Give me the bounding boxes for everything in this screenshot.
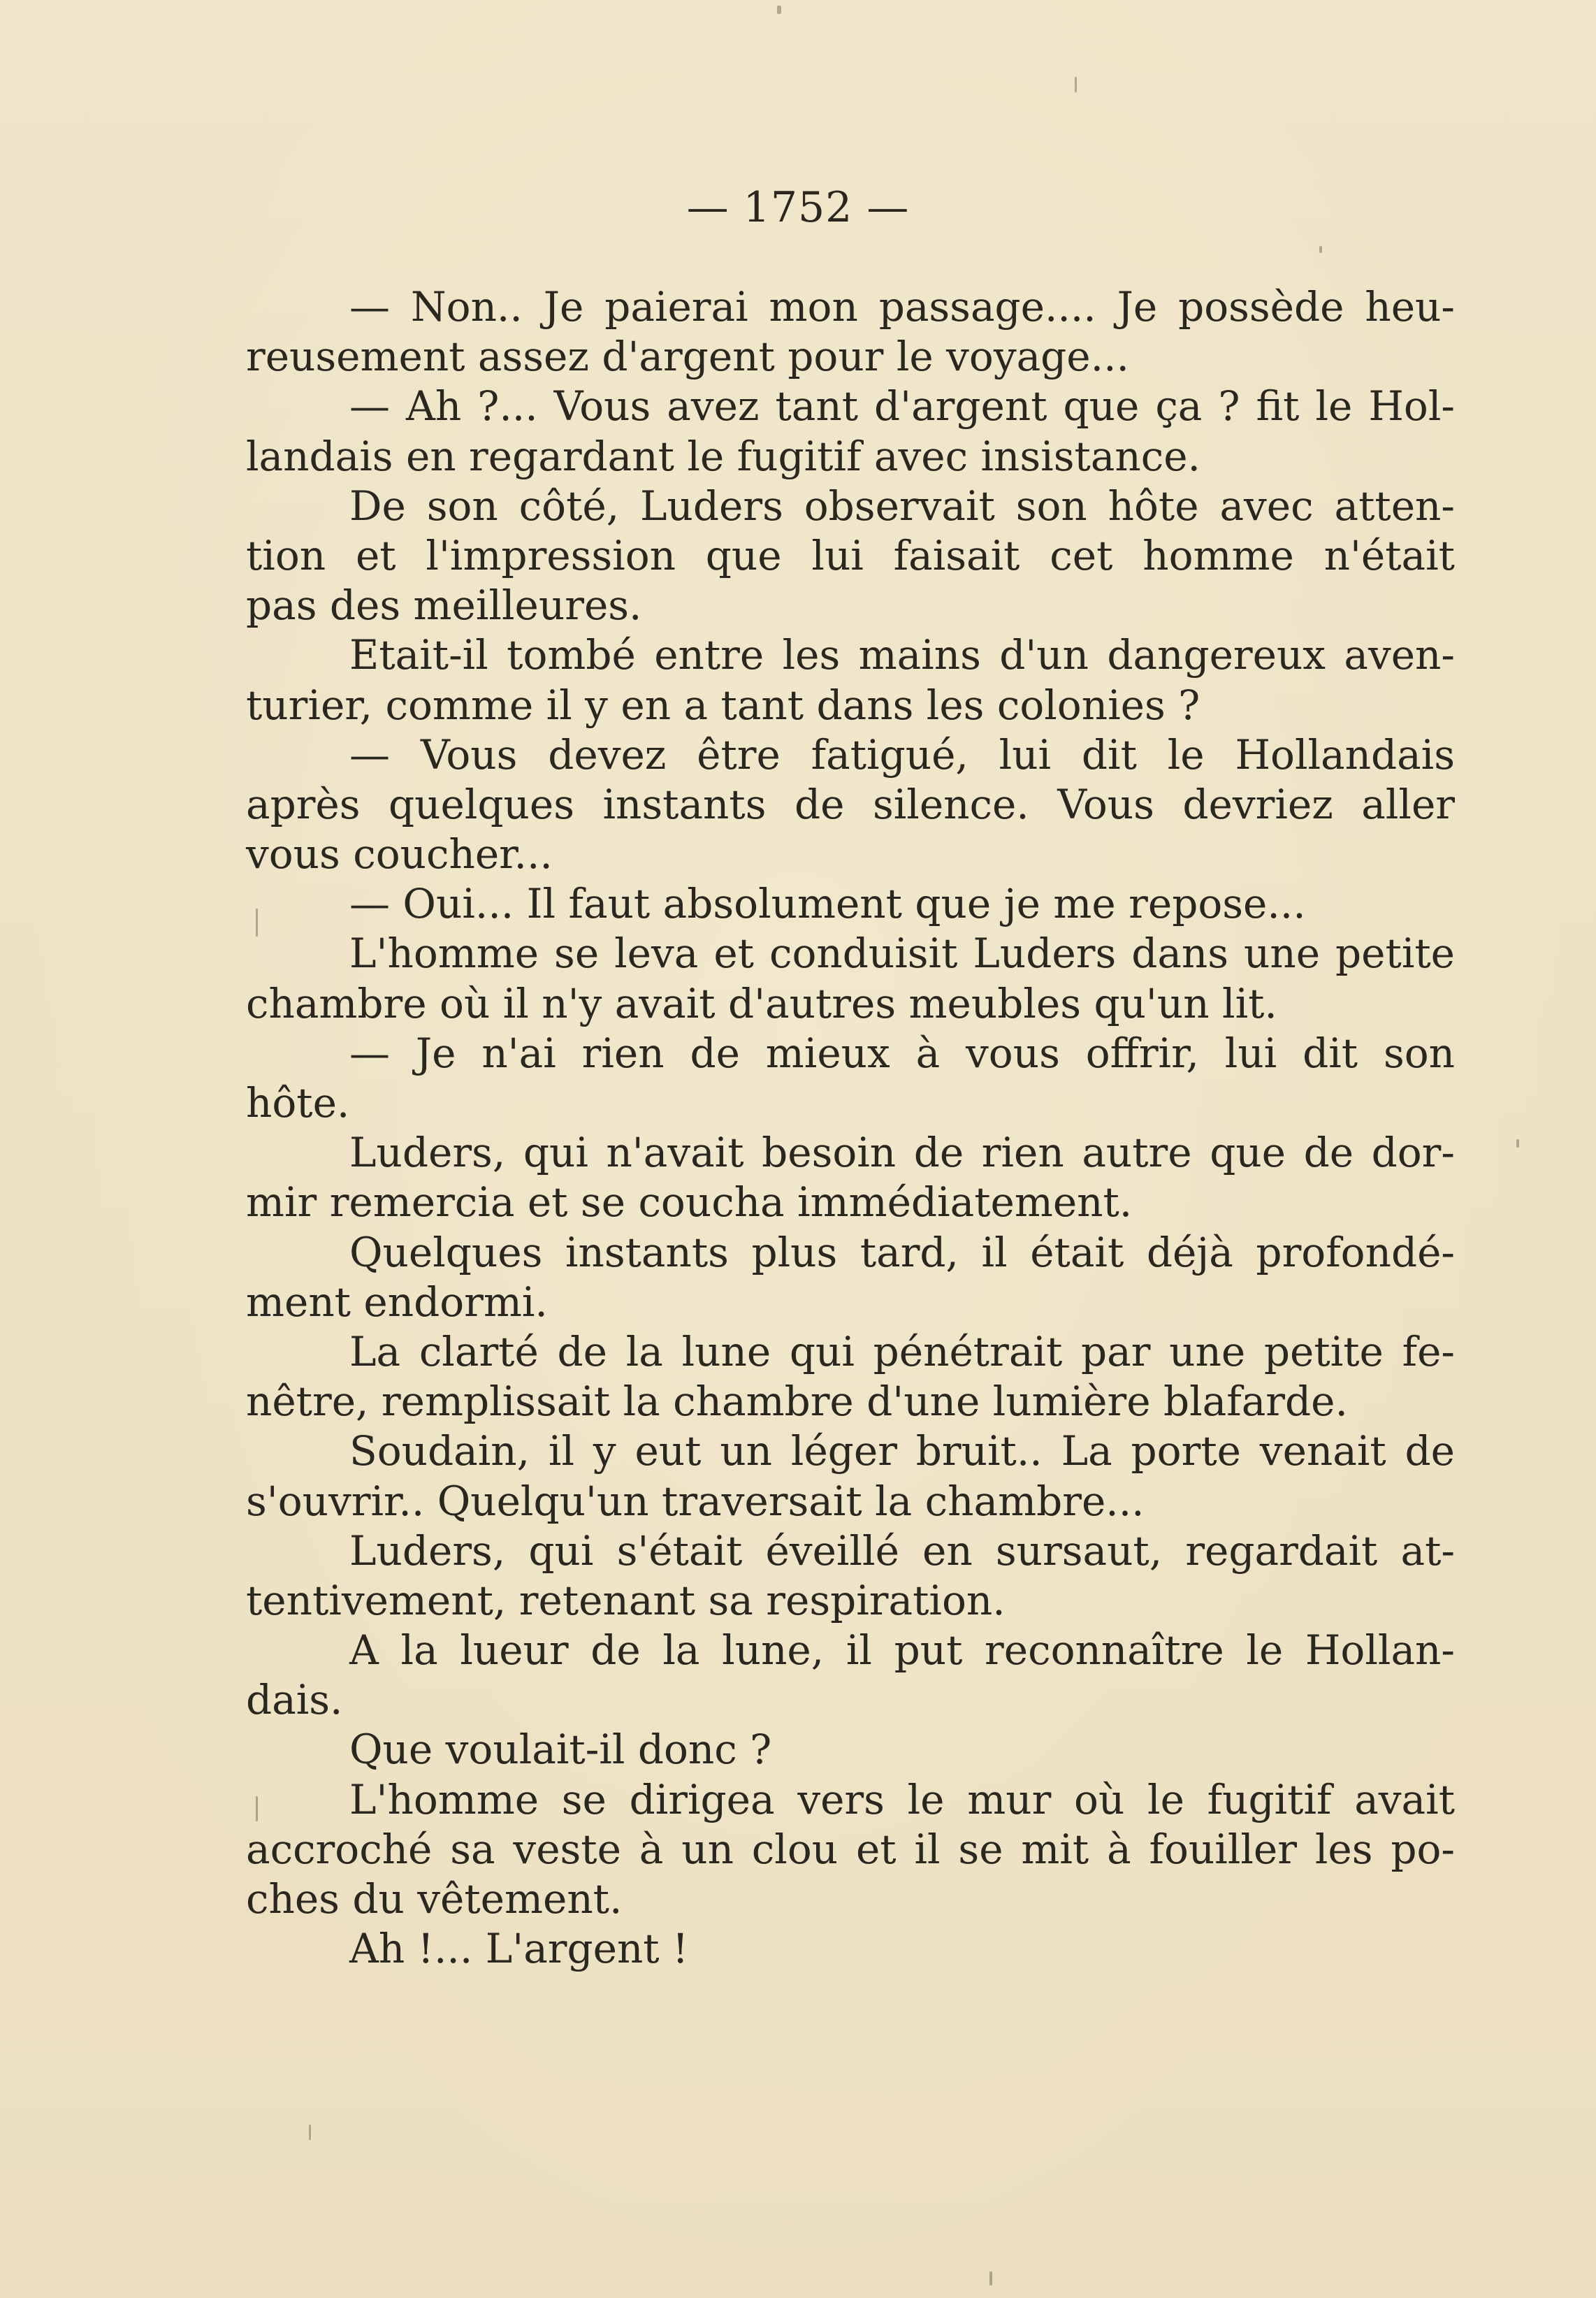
text-line: Ah !... L'argent ! [349,1925,689,1973]
body-text [246,282,1455,1974]
text-line: nêtre, remplissait la chambre d'une lumière blafarde. [246,1378,1348,1426]
text-line: s'ouvrir.. Quelqu'un traversait la chambre... [246,1477,1145,1525]
text-line: après quelques instants de silence. Vous devriez aller [246,780,1455,828]
text-line: vous coucher... [246,830,553,879]
text-line: mir remercia et se coucha immédiatement. [246,1178,1133,1227]
print-speck [1319,246,1322,253]
print-speck [309,2125,311,2140]
text-line: turier, comme il y en a tant dans les colonies ? [246,681,1200,729]
text-line: De son côté, Luders observait son hôte avec atten- [349,482,1455,530]
text-line: pas des meilleures. [246,581,642,630]
text-line: ches du vêtement. [246,1875,623,1923]
text-line: A la lueur de la lune, il put reconnaître le Hollan- [349,1626,1455,1675]
text-line: L'homme se leva et conduisit Luders dans une petite [349,930,1455,978]
text-line: — Vous devez être fatigué, lui dit le Hollandais [349,730,1455,779]
print-speck [1516,1139,1519,1148]
text-line: La clarté de la lune qui pénétrait par une petite fe- [349,1327,1455,1375]
text-line: chambre où il n'y avait d'autres meubles qu'un lit. [246,979,1277,1027]
text-line: tion et l'impression que lui faisait cet homme n'était [246,531,1455,579]
text-line: Luders, qui s'était éveillé en sursaut, regardait at- [349,1526,1455,1575]
text-line: dais. [246,1676,343,1724]
text-line: reusement assez d'argent pour le voyage... [246,333,1129,381]
print-speck [989,2271,992,2285]
text-line: — Ah ?... Vous avez tant d'argent que ça ? fit le Hol- [349,382,1455,431]
text-line: hôte. [246,1079,350,1127]
print-speck [256,1796,258,1821]
text-line: L'homme se dirigea vers le mur où le fugitif avait [349,1775,1455,1823]
text-line: Quelques instants plus tard, il était déjà profondé- [349,1228,1455,1276]
text-line: — Oui... Il faut absolument que je me repose... [349,880,1306,928]
text-line: Soudain, il y eut un léger bruit.. La porte venait de [349,1427,1455,1475]
text-line: accroché sa veste à un clou et il se mit à fouiller les po- [246,1825,1455,1873]
text-line: landais en regardant le fugitif avec insistance. [246,432,1200,480]
print-speck [256,909,258,937]
text-line: ment endormi. [246,1278,548,1326]
print-speck [777,6,781,14]
text-line: — Non.. Je paierai mon passage.... Je possède heu- [349,283,1455,331]
page-number: — 1752 — [686,183,910,232]
text-line: Luders, qui n'avait besoin de rien autre que de dor- [349,1129,1455,1177]
text-line: Que voulait-il donc ? [349,1726,772,1774]
text-line: Etait-il tombé entre les mains d'un dangereux aven- [349,631,1455,679]
print-speck [1075,77,1077,92]
text-line: tentivement, retenant sa respiration. [246,1576,1006,1624]
text-line: — Je n'ai rien de mieux à vous offrir, lui dit son [349,1029,1455,1077]
